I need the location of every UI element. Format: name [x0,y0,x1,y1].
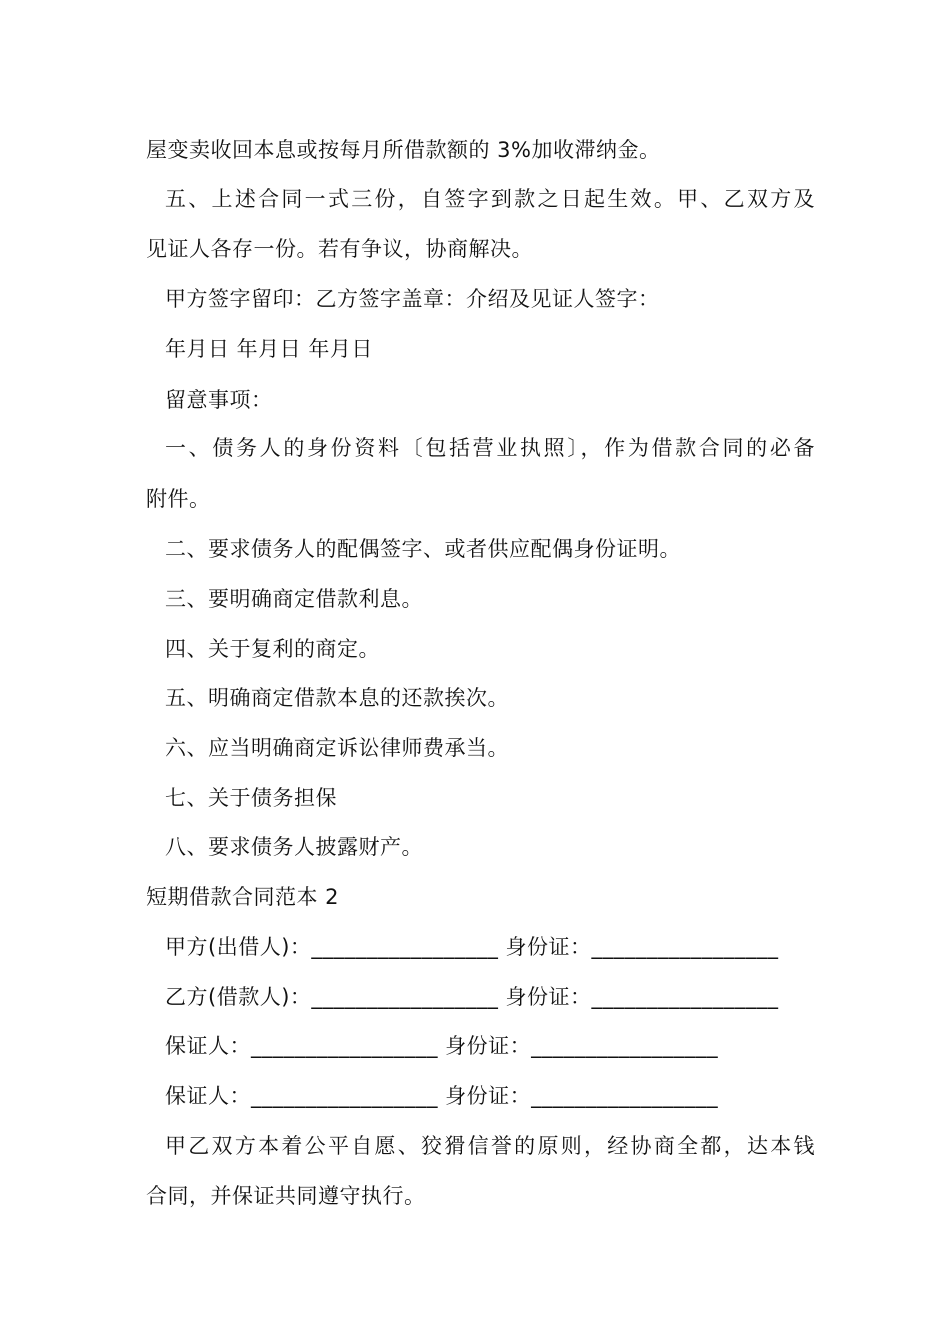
list-item: 七、关于债务担保 [165,786,337,810]
date-line: 年月日 年月日 年月日 [165,337,373,361]
list-item: 五、明确商定借款本息的还款挨次。 [165,686,509,710]
paragraph-line: 合同，并保证共同遵守执行。 [146,1184,426,1208]
party-field-line: 甲方(出借人)：_________________ 身份证：_________________ [165,935,779,959]
section-title: 短期借款合同范本 2 [146,885,340,909]
list-item: 八、要求债务人披露财产。 [165,835,423,859]
guarantor-field-line: 保证人：_________________ 身份证：_________________ [165,1084,719,1108]
paragraph-line: 见证人各存一份。若有争议，协商解决。 [146,237,533,261]
list-item: 六、应当明确商定诉讼律师费承当。 [165,736,509,760]
list-item: 二、要求债务人的配偶签字、或者供应配偶身份证明。 [165,537,681,561]
paragraph-line: 附件。 [146,487,211,511]
paragraph-line: 一、债务人的身份资料〔包括营业执照〕，作为借款合同的必备 [165,436,815,460]
notes-heading: 留意事项： [165,388,273,412]
signature-line: 甲方签字留印：乙方签字盖章：介绍及见证人签字： [165,287,660,311]
list-item: 四、关于复利的商定。 [165,637,380,661]
paragraph-line: 甲乙双方本着公平自愿、狡猾信誉的原则，经协商全都，达本钱 [165,1134,815,1158]
paragraph-line: 五、上述合同一式三份，自签字到款之日起生效。甲、乙双方及 [165,187,815,211]
party-field-line: 乙方(借款人)：_________________ 身份证：_________________ [165,985,779,1009]
paragraph-line: 屋变卖收回本息或按每月所借款额的 3%加收滞纳金。 [146,138,661,162]
guarantor-field-line: 保证人：_________________ 身份证：_________________ [165,1034,719,1058]
list-item: 三、要明确商定借款利息。 [165,587,423,611]
